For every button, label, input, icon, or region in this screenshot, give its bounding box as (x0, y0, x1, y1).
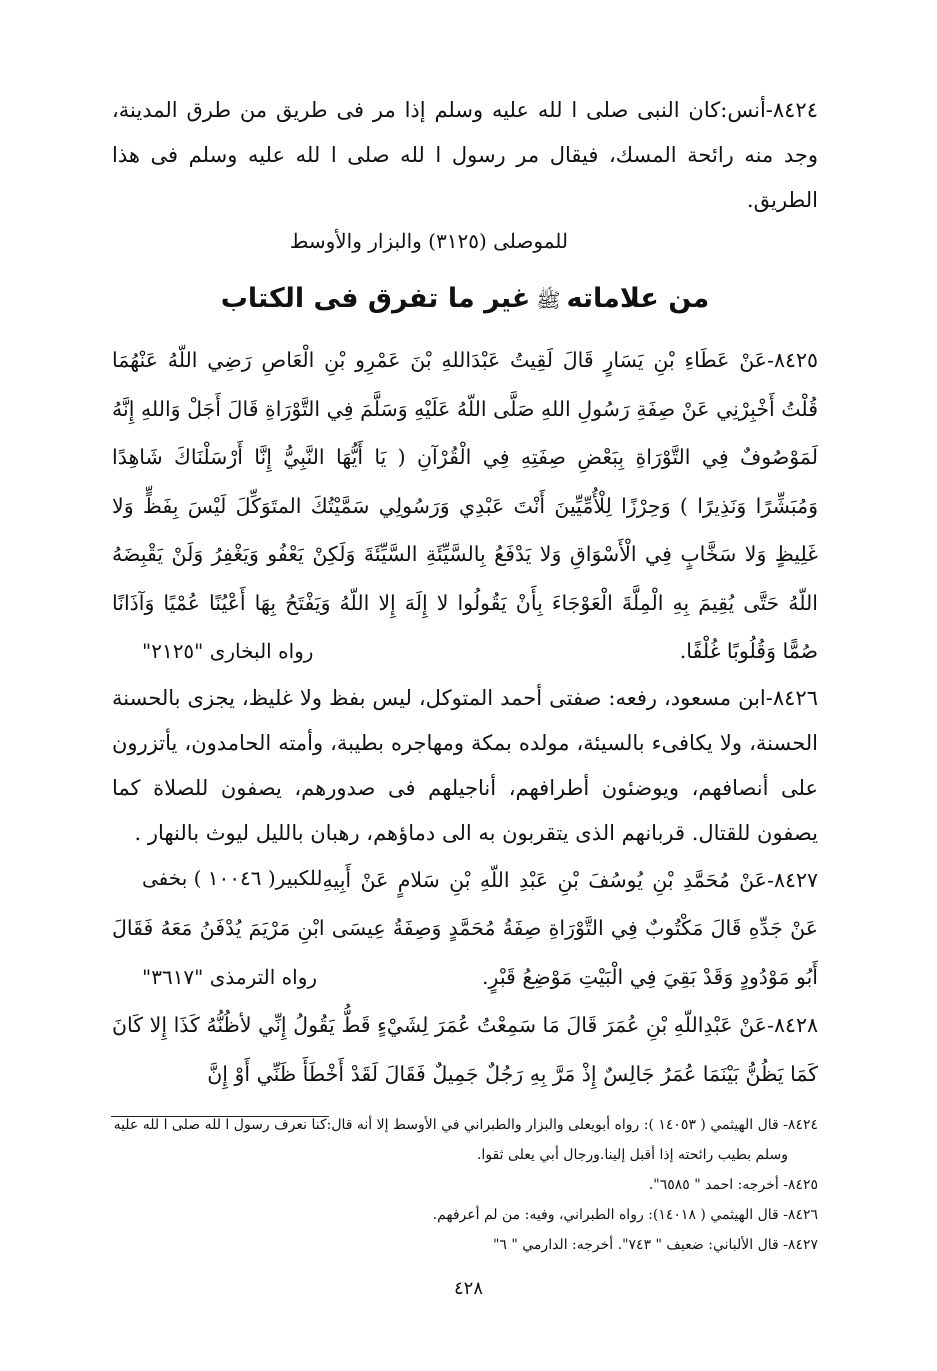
hadith-8425-text: ٨٤٢٥-عَنْ عَطَاءِ بْنِ يَسَارٍ قَالَ لَقِيتُ عَبْدَاللهِ بْنَ عَمْرِو بْنِ الْعَاصِ رَضِي اللّهُ عَنْهُمَا قُلْتُ أَخْبِرْنِي عَنْ صِفَةِ رَسُولِ اللهِ صَلَّى اللّهُ عَلَيْهِ وَسَلَّمَ فِي التَّوْرَاةِ قَالَ أَجَلْ وَاللهِ إِنَّهُ لَمَوْصُوفٌ فِي التَّوْرَاةِ بِبَعْضِ صِفَتِهِ فِي الْقُرْآنِ ( يَا أَيُّهَا النَّبِيُّ إِنَّا أَرْسَلْنَاكَ شَاهِدًا وَمُبَشِّرًا وَنَذِيرًا ) وَحِرْزًا لِلْأُمِّيِّينَ أَنْتَ عَبْدِي وَرَسُولِي سَمَّيْتُكَ المتَوَكِّلَ لَيْسَ بِفَظٍّ وَلا غَلِيظٍ وَلا سَخَّابٍ فِي الْأَسْوَاقِ وَلا يَدْفَعُ بِالسَّيِّئَةِ السَّيِّئَةَ وَلَكِنْ يَعْفُو وَيَغْفِرُ وَلَنْ يَقْبِضَهُ اللّهُ حَتَّى يُقِيمَ بِهِ الْمِلَّةَ الْعَوْجَاءَ بِأَنْ يَقُولُوا لا إِلَهَ إِلا اللّهُ وَيَفْتَحُ بِهَا أَعْيُنًا عُمْيًا وَآذَانًا صُمًّا وَقُلُوبًا غُلْفًا. (112, 348, 818, 663)
footnote-8426: ٨٤٢٦- قال الهيثمي ( ١٤٠١٨): رواه الطبراني، وفيه: من لم أعرفهم. (432, 1207, 818, 1223)
main-text (112, 88, 818, 1117)
section-title (112, 279, 818, 320)
hadith-8426-text: ٨٤٢٦-ابن مسعود، رفعه: صفتى أحمد المتوكل، ليس بفظ ولا غليظ، يجزى بالحسنة الحسنة، ولا يكافىء بالسيئة، مولده بمكة ومهاجره بطيبة، وأمته الحامدون، يأتزرون على أنصافهم، ويوضئون أطرافهم، أناجيلهم فى صدورهم، يصفون للصلاة كما يصفون للقتال. قربانهم الذى يتقربون به الى دماؤهم، رهبان بالليل ليوث بالنهار . (112, 685, 818, 845)
footnote-8425: ٨٤٢٥- أخرجه: احمد " ٦٥٨٥". (648, 1177, 818, 1193)
hadith-8426 (112, 676, 818, 890)
hadith-8427-text: ٨٤٢٧-عَنْ مُحَمَّدِ بْنِ يُوسُفَ بْنِ عَبْدِ اللّهِ بْنِ سَلامٍ عَنْ أَبِيهِ عَنْ جَدِّهِ قَالَ مَكْتُوبٌ فِي التَّوْرَاةِ صِفَةُ مُحَمَّدٍ وَصِفَةُ عِيسَى ابْنِ مَرْيَمَ يُدْفَنُ مَعَهُ فَقَالَ أَبُو مَوْدُودٍ وَقَدْ بَقِيَ فِي الْبَيْتِ مَوْضِعُ قَبْرٍ. (112, 867, 818, 989)
footnote-8427: ٨٤٢٧- قال الألباني: ضعيف " ٧٤٣". أخرجه: الدارمي " ٦" (492, 1237, 818, 1253)
hadith-8425 (112, 336, 818, 676)
hadith-8428 (112, 1001, 818, 1098)
footnotes (112, 1110, 818, 1260)
hadith-8428-text: ٨٤٢٨-عَنْ عَبْدِاللّهِ بْنِ عُمَرَ قَالَ مَا سَمِعْتُ عُمَرَ لِشَيْءٍ قَطُّ يَقُولُ إِنِّي لأظُنُّهُ كَذَا إِلا كَانَ كَمَا يَظُنُّ بَيْنَمَا عُمَرُ جَالِسٌ إِذْ مَرَّ بِهِ رَجُلٌ جَمِيلٌ فَقَالَ لَقَدْ أَخْطَأَ ظَنِّي أَوْ إِنَّ (112, 1013, 818, 1086)
hadith-8426-source: للكبير( ١٠٠٤٦ ) بخفى (142, 865, 323, 890)
page-number: ٤٢٨ (453, 1278, 483, 1299)
section-title-after: غير ما تفرق فى الكتاب (220, 283, 531, 314)
section-title-before: من علاماته (566, 283, 710, 314)
hadith-8427-source: رواه الترمذى "٣٦١٧" (142, 964, 318, 989)
footnote-8424-continued: وسلم بطيب رائحته إذا أقبل إلينا.ورجال أبي يعلى ثقوا. (476, 1147, 788, 1163)
honorific-icon: ﷺ (536, 288, 561, 312)
footnote-8424: ٨٤٢٤- قال الهيثمي ( ١٤٠٥٣ ): رواه أبويعلى والبزار والطبراني في الأوسط إلا أنه قال:كنا نعرف رسول ا لله صلى ا لله عليه (113, 1117, 818, 1133)
hadith-8425-source: رواه البخارى "٢١٢٥" (142, 639, 314, 663)
hadith-8424 (112, 88, 818, 223)
hadith-8424-text: ٨٤٢٤-أنس:كان النبى صلى ا لله عليه وسلم إذا مر فى طريق من طرق المدينة، وجد منه رائحة المسك، فيقال مر رسول ا لله صلى ا لله عليه وسلم فى هذا الطريق. (112, 98, 818, 212)
hadith-8424-source: للموصلى (٣١٢٥) والبزار والأوسط (289, 229, 568, 253)
